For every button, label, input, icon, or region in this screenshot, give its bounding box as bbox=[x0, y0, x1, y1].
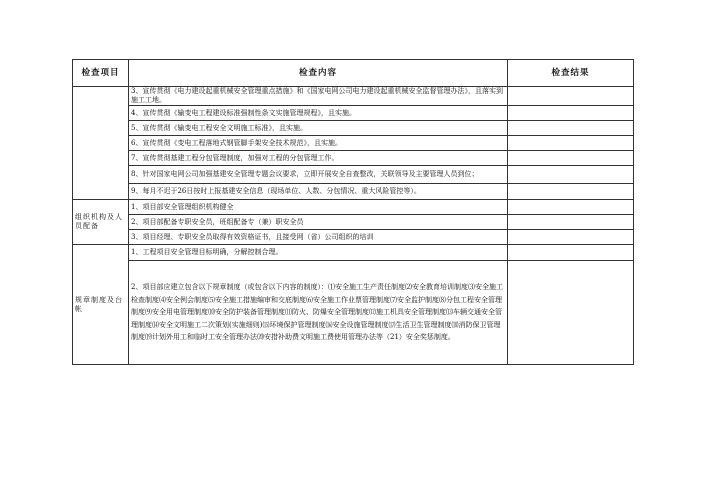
content-cell: 8、针对国家电网公司加强基建安全管理专题会议要求，立即开展安全自查整改，关联领导及主要管理人员到位； bbox=[129, 166, 508, 184]
table-row bbox=[73, 230, 634, 245]
content-cell: 1、工程项目安全管理目标明确，分解控制合理。 bbox=[129, 245, 508, 261]
table-row bbox=[73, 106, 634, 121]
table-row bbox=[73, 136, 634, 151]
header-item: 检查项目 bbox=[73, 60, 129, 87]
category-org: 组织机构及人员配备 bbox=[73, 200, 129, 245]
result-cell[interactable] bbox=[508, 136, 634, 151]
table-row bbox=[73, 215, 634, 230]
table-row bbox=[73, 87, 634, 106]
table-row bbox=[73, 261, 634, 365]
table-row bbox=[73, 151, 634, 166]
content-cell: 3、宣传贯彻《电力建设起重机械安全管理重点措施》和《国家电网公司电力建设起重机械安全监督管理办法》，且落实到施工工地。 bbox=[129, 87, 508, 106]
result-cell[interactable] bbox=[508, 166, 634, 184]
content-cell: 2、项目部应建立包含以下规章制度（或包含以下内容的制度）：⑴安全施工生产责任制度⑵安全教育培训制度⑶安全施工检查制度⑷安全例会制度⑸安全施工措施编审和交底制度⑹安全施工作业票管理制度⑺安全监护制度⑻分包工程安全管理制度⑼安全用电管理制度⑽安全防护装备管理制度⑾防火、防爆安全管理制度⑿施工机具安全管理制度⒀车辆交通安全管理制度⒁安全文明施工二次策划(实施细则)⒂环境保护管理制度⒃安全设施管理制度⒄生活卫生管理制度⒅消防保卫管理制度⒆计划外用工和临时工安全管理办法⒇安措补助费文明施工费使用管理办法等（21）安全奖惩制度。 bbox=[129, 261, 508, 365]
result-cell[interactable] bbox=[508, 106, 634, 121]
result-cell[interactable] bbox=[508, 215, 634, 230]
content-cell: 3、项目经理、专职安全员取得有效资格证书，且接受网（省）公司组织的培训 bbox=[129, 230, 508, 245]
header-content: 检查内容 bbox=[129, 60, 508, 87]
content-cell: 7、宣传贯彻基建工程分包管理制度，加强对工程的分包管理工作。 bbox=[129, 151, 508, 166]
table-row bbox=[73, 121, 634, 136]
result-cell[interactable] bbox=[508, 245, 634, 261]
inspection-table bbox=[72, 59, 634, 365]
result-cell[interactable] bbox=[508, 121, 634, 136]
content-cell: 4、宣传贯彻《输变电工程建设标准强制性条文实施管理规程》，且实施。 bbox=[129, 106, 508, 121]
content-cell: 6、宣传贯彻《变电工程落地式钢管脚手架安全技术规范》，且实施。 bbox=[129, 136, 508, 151]
result-cell[interactable] bbox=[508, 230, 634, 245]
header-result: 检查结果 bbox=[508, 60, 634, 87]
result-cell[interactable] bbox=[508, 87, 634, 106]
result-cell[interactable] bbox=[508, 184, 634, 200]
content-cell: 1、项目部安全管理组织机构健全 bbox=[129, 200, 508, 215]
content-cell: 9、每月不迟于26日按时上报基建安全信息（现场单位、人数、分包情况、重大风险管控等）。 bbox=[129, 184, 508, 200]
category-rules: 规章制度及台帐 bbox=[73, 245, 129, 365]
result-cell[interactable] bbox=[508, 200, 634, 215]
category-cell-empty bbox=[73, 87, 129, 200]
table-row bbox=[73, 166, 634, 184]
table-row bbox=[73, 184, 634, 200]
header-row bbox=[73, 60, 634, 87]
table-row bbox=[73, 245, 634, 261]
result-cell[interactable] bbox=[508, 151, 634, 166]
result-cell[interactable] bbox=[508, 261, 634, 365]
content-cell: 5、宣传贯彻《输变电工程安全文明施工标准》，且实施。 bbox=[129, 121, 508, 136]
content-cell: 2、项目部配备专职安全员，班组配备专（兼）职安全员 bbox=[129, 215, 508, 230]
table-row bbox=[73, 200, 634, 215]
